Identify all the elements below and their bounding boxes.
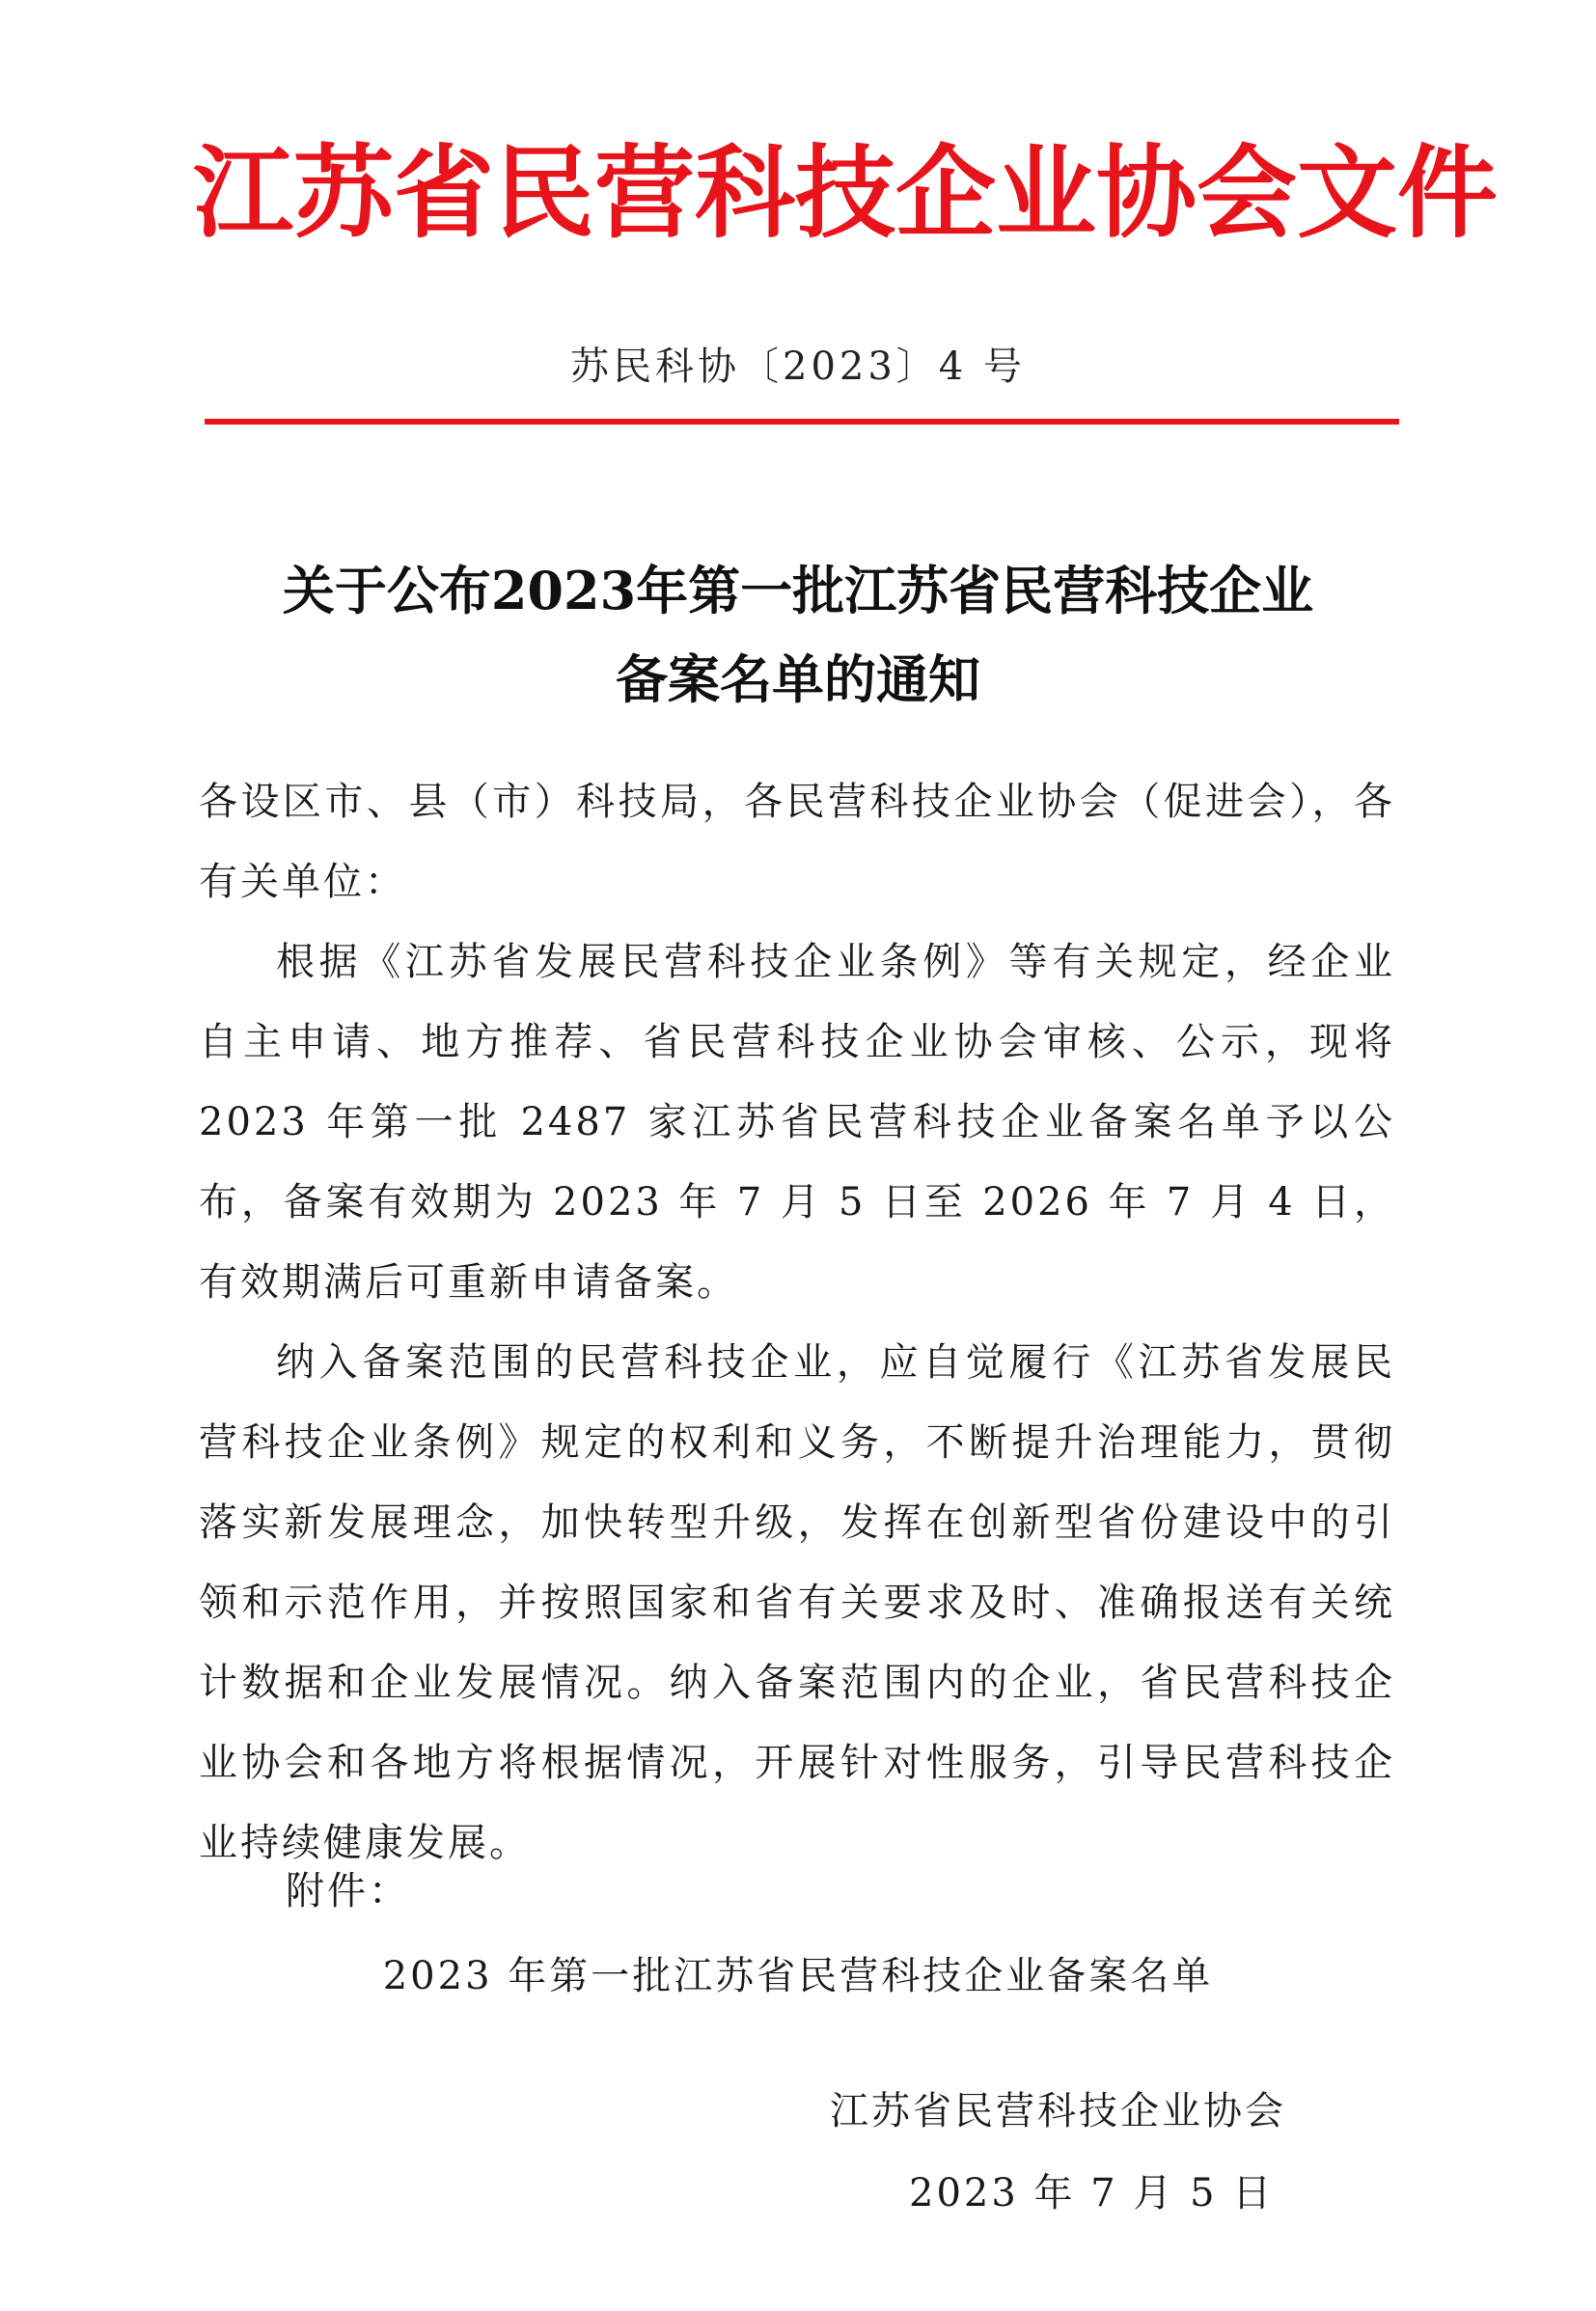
signature-date: 2023 年 7 月 5 日 <box>909 2171 1275 2215</box>
notice-title-line2: 备案名单的通知 <box>616 648 980 710</box>
body-paragraph-1: 根据《江苏省发展民营科技企业条例》等有关规定，经企业自主申请、地方推荐、省民营科技企业协会审核、公示，现将2023 年第一批 2487 家江苏省民营科技企业备案名单予以公布，备案有效期为 2023 年 7 月 5 日至 2026 年 7 月 4 日，有效期满后可重新申请备案。 <box>199 940 1395 1305</box>
document-header-title: 江苏省民营科技企业协会文件 <box>193 133 1499 252</box>
body-paragraph-2: 纳入备案范围的民营科技企业，应自觉履行《江苏省发展民营科技企业条例》规定的权利和义务，不断提升治理能力，贯彻落实新发展理念，加快转型升级，发挥在创新型省份建设中的引领和示范作用，并按照国家和省有关要求及时、准确报送有关统计数据和企业发展情况。纳入备案范围内的企业，省民营科技企业协会和各地方将根据情况，开展针对性服务，引导民营科技企业持续健康发展。 <box>199 1340 1395 1865</box>
signature-organization: 江苏省民营科技企业协会 <box>830 2089 1286 2133</box>
salutation: 各设区市、县（市）科技局，各民营科技企业协会（促进会），各有关单位： <box>199 780 1395 904</box>
notice-title <box>145 546 1451 724</box>
attachment-item: 2023 年第一批江苏省民营科技企业备案名单 <box>382 1954 1214 1998</box>
document-number: 苏民科协〔2023〕4 号 <box>570 344 1026 389</box>
notice-body <box>199 762 1395 1884</box>
attachment-label: 附件： <box>286 1869 410 1913</box>
header-divider <box>205 419 1399 425</box>
notice-title-line1: 关于公布2023年第一批江苏省民营科技企业 <box>282 560 1314 621</box>
